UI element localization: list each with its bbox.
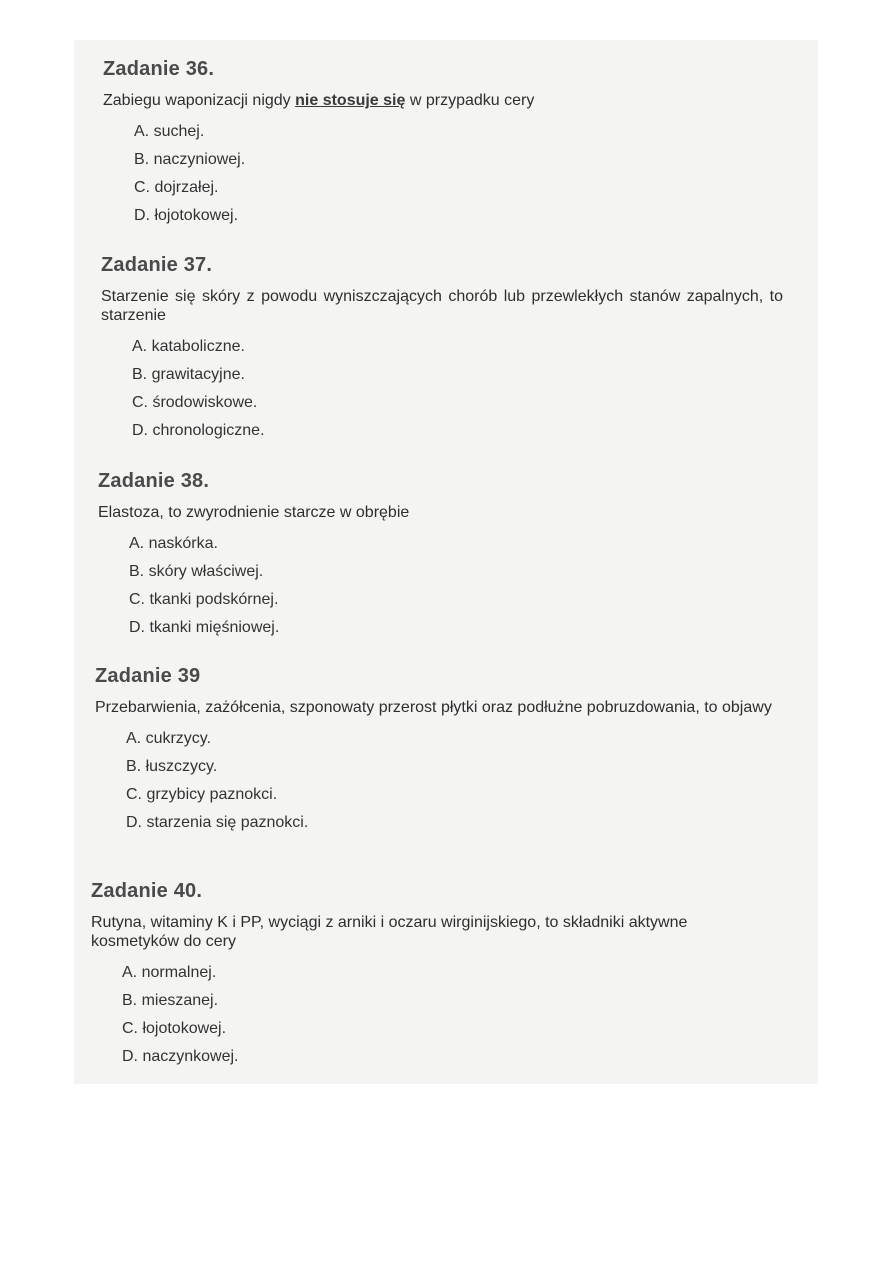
task-40 — [91, 880, 773, 1071]
answer-option-d: D. łojotokowej. — [134, 207, 239, 224]
task-question: Przebarwienia, zażółcenia, szponowaty przerost płytki oraz podłużne pobruzdowania, to objawy — [95, 699, 772, 716]
question-text-after: w przypadku cery — [405, 92, 535, 109]
task-question: Starzenie się skóry z powodu wyniszczających chorób lub przewlekłych stanów zapalnych, to starzenie — [101, 288, 783, 324]
answer-list — [95, 725, 775, 837]
answer-option-b: B. naczyniowej. — [134, 151, 246, 168]
answer-option-a: A. suchej. — [134, 123, 205, 140]
task-question: Rutyna, witaminy K i PP, wyciągi z arniki i oczaru wirginijskiego, to składniki aktywne kosmetyków do cery — [91, 914, 688, 950]
answer-option-a: A. kataboliczne. — [132, 338, 245, 355]
answer-list — [91, 959, 773, 1071]
answer-option-b: B. łuszczycy. — [126, 758, 218, 775]
question-text-before: Zabiegu waponizacji nigdy — [103, 92, 296, 109]
answer-list — [103, 118, 793, 230]
task-question: Elastoza, to zwyrodnienie starcze w obrębie — [98, 504, 410, 521]
task-39 — [95, 665, 775, 837]
answer-option-d: D. naczynkowej. — [122, 1048, 239, 1065]
question-emphasis: nie stosuje się — [295, 92, 406, 109]
answer-option-d: D. tkanki mięśniowej. — [129, 619, 280, 636]
task-title: Zadanie 40. — [91, 880, 203, 902]
answer-option-a: A. normalnej. — [122, 964, 217, 981]
task-title: Zadanie 39 — [95, 665, 201, 687]
answer-option-a: A. cukrzycy. — [126, 730, 212, 747]
answer-option-d: D. starzenia się paznokci. — [126, 814, 309, 831]
task-36 — [103, 58, 793, 230]
task-title: Zadanie 36. — [103, 58, 215, 80]
answer-option-b: B. grawitacyjne. — [132, 366, 245, 383]
task-37 — [101, 254, 783, 445]
answer-list — [101, 333, 783, 445]
answer-option-b: B. mieszanej. — [122, 992, 219, 1009]
answer-list — [98, 530, 788, 642]
answer-option-c: C. łojotokowej. — [122, 1020, 227, 1037]
answer-option-c: C. środowiskowe. — [132, 394, 258, 411]
task-38 — [98, 470, 788, 642]
answer-option-b: B. skóry właściwej. — [129, 563, 264, 580]
answer-option-c: C. dojrzałej. — [134, 179, 219, 196]
answer-option-c: C. grzybicy paznokci. — [126, 786, 278, 803]
task-title: Zadanie 38. — [98, 470, 210, 492]
task-question — [103, 91, 793, 110]
answer-option-d: D. chronologiczne. — [132, 422, 265, 439]
task-title: Zadanie 37. — [101, 254, 213, 276]
answer-option-c: C. tkanki podskórnej. — [129, 591, 279, 608]
answer-option-a: A. naskórka. — [129, 535, 218, 552]
